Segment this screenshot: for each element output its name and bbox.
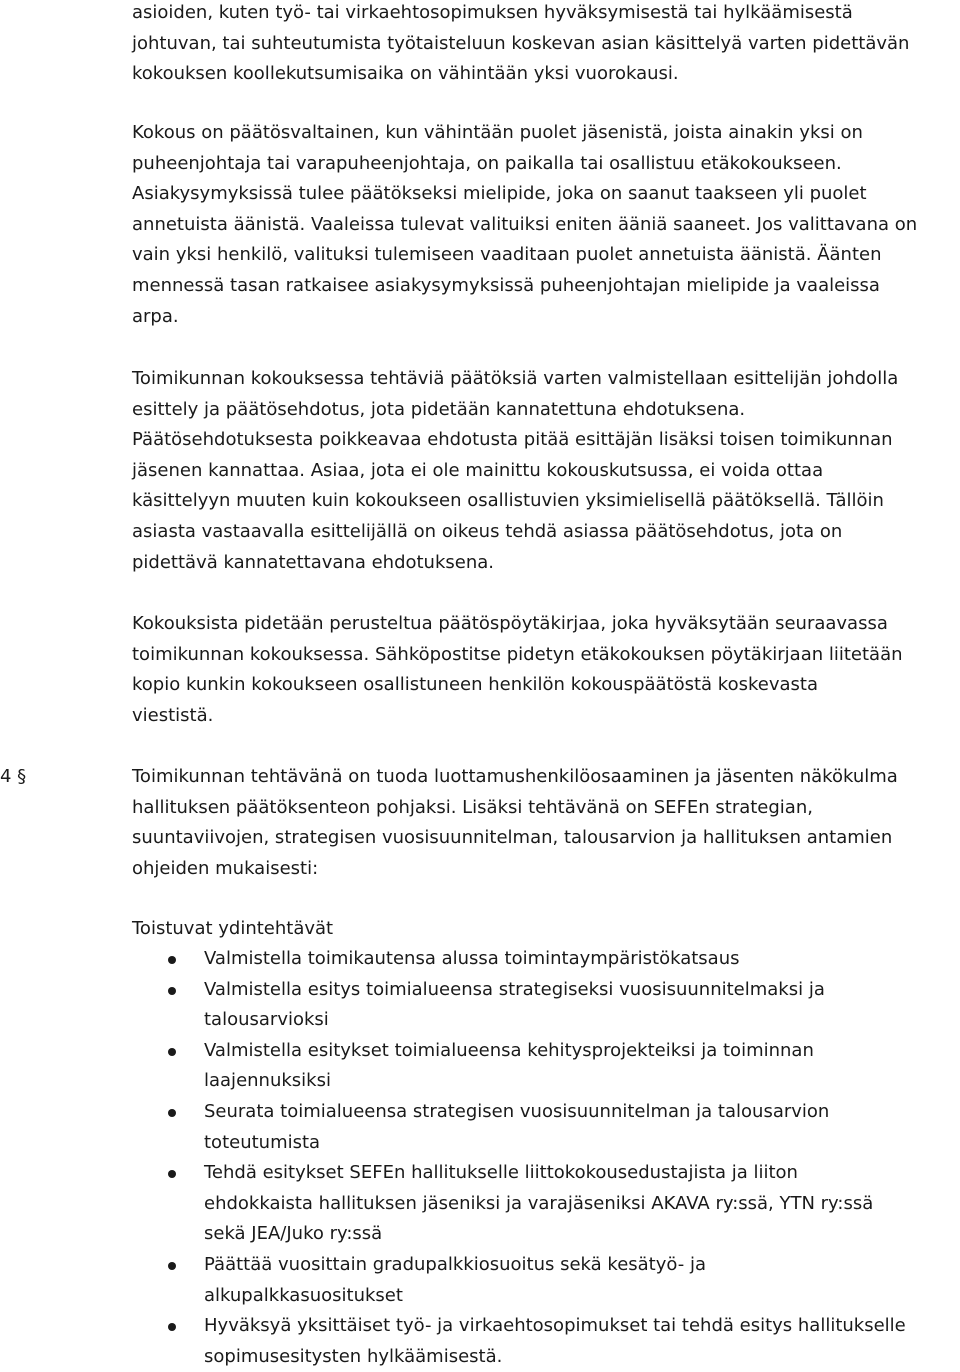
text-line: mennessä tasan ratkaisee asiakysymyksissä puheenjohtajan mielipide ja vaaleissa: [132, 274, 880, 296]
tasks-heading: [132, 914, 960, 945]
text-line: kopio kunkin kokoukseen osallistuneen henkilön kokouspäätöstä koskevasta: [132, 674, 818, 696]
bullet-icon: [168, 1323, 176, 1331]
text-line: asioiden, kuten työ- tai virkaehtosopimuksen hyväksymisestä tai hylkäämisestä: [132, 2, 853, 23]
text-line: Toimikunnan kokouksessa tehtäviä päätöksiä varten valmistellaan esittelijän johdolla: [132, 368, 899, 389]
list-item-line: Päättää vuosittain gradupalkkiosuoitus sekä kesätyö- ja: [204, 1253, 706, 1275]
list-item-line: toteutumista: [204, 1131, 321, 1153]
list-item: [132, 975, 960, 1036]
list-item: [132, 1250, 960, 1311]
list-item-line: Valmistella toimikautensa alussa toimintaympäristökatsaus: [204, 948, 740, 969]
paragraph-quorum: [132, 118, 960, 332]
bullet-icon: [168, 956, 176, 964]
list-item: [132, 1158, 960, 1250]
text-line: vain yksi henkilö, valituksi tulemiseen vaaditaan puolet annetuista äänistä. Äänten: [132, 244, 882, 266]
paragraph-decision-preparation: [132, 364, 960, 578]
list-item: [132, 1036, 960, 1097]
text-line: esittely ja päätösehdotus, jota pidetään kannatettuna ehdotuksena.: [132, 398, 746, 420]
list-item-line: alkupalkkasuositukset: [204, 1284, 403, 1306]
bullet-icon: [168, 1048, 176, 1056]
text-line: Päätösehdotuksesta poikkeavaa ehdotusta pitää esittäjän lisäksi toisen toimikunnan: [132, 429, 893, 451]
text-line: jäsenen kannattaa. Asiaa, jota ei ole mainittu kokouskutsussa, ei voida ottaa: [132, 459, 824, 481]
heading-text: Toistuvat ydintehtävät: [132, 918, 334, 939]
section-number: 4 §: [0, 766, 27, 787]
bullet-icon: [168, 987, 176, 995]
list-item-line: sekä JEA/Juko ry:ssä: [204, 1223, 383, 1245]
paragraph-meeting-notice: [132, 0, 960, 90]
list-item-line: Valmistella esitykset toimialueensa kehitysprojekteiksi ja toiminnan: [204, 1039, 814, 1061]
list-item-line: laajennuksiksi: [204, 1070, 331, 1092]
text-line: Asiakysymyksissä tulee päätökseksi mielipide, joka on saanut taakseen yli puolet: [132, 183, 867, 205]
list-item-line: Hyväksyä yksittäiset työ- ja virkaehtosopimukset tai tehdä esitys hallitukselle: [204, 1315, 906, 1337]
list-item-line: talousarvioksi: [204, 1009, 329, 1031]
text-line: hallituksen päätöksenteon pohjaksi. Lisäksi tehtävänä on SEFEn strategian,: [132, 796, 813, 818]
section-4-intro: [132, 762, 960, 884]
list-item-line: Seurata toimialueensa strategisen vuosisuunnitelman ja talousarvion: [204, 1100, 830, 1122]
list-item-line: Valmistella esitys toimialueensa strategiseksi vuosisuunnitelmaksi ja: [204, 978, 825, 1000]
text-line: annetuista äänistä. Vaaleissa tulevat valituiksi eniten ääniä saaneet. Jos valittavana on: [132, 213, 918, 235]
text-line: Toimikunnan tehtävänä on tuoda luottamushenkilöosaaminen ja jäsenten näkökulma: [132, 766, 898, 787]
text-line: kokouksen koollekutsumisaika on vähintään yksi vuorokausi.: [132, 63, 679, 85]
list-item: [132, 1097, 960, 1158]
bullet-icon: [168, 1262, 176, 1270]
text-line: arpa.: [132, 305, 179, 327]
text-line: käsittelyyn muuten kuin kokoukseen osallistuvien yksimielisellä päätöksellä. Tällöin: [132, 490, 884, 512]
text-line: asiasta vastaavalla esittelijällä on oikeus tehdä asiassa päätösehdotus, jota on: [132, 520, 843, 542]
paragraph-minutes: [132, 609, 960, 731]
tasks-list: [132, 944, 960, 1372]
text-line: toimikunnan kokouksessa. Sähköpostitse pidetyn etäkokouksen pöytäkirjaan liitetään: [132, 643, 903, 665]
text-line: johtuvan, tai suhteutumista työtaisteluun koskevan asian käsittelyä varten pidettävän: [132, 32, 910, 54]
text-line: puheenjohtaja tai varapuheenjohtaja, on paikalla tai osallistuu etäkokoukseen.: [132, 152, 842, 174]
list-item-line: ehdokkaista hallituksen jäseniksi ja varajäseniksi AKAVA ry:ssä, YTN ry:ssä: [204, 1192, 874, 1214]
list-item-line: sopimusesitysten hylkäämisestä.: [204, 1345, 503, 1367]
bullet-icon: [168, 1109, 176, 1117]
text-line: Kokous on päätösvaltainen, kun vähintään puolet jäsenistä, joista ainakin yksi on: [132, 122, 863, 143]
text-line: suuntaviivojen, strategisen vuosisuunnitelman, talousarvion ja hallituksen antamien: [132, 827, 893, 849]
list-item: [132, 1311, 960, 1372]
list-item: [132, 944, 960, 975]
text-line: viestistä.: [132, 704, 214, 726]
text-line: pidettävä kannatettavana ehdotuksena.: [132, 551, 495, 573]
text-line: Kokouksista pidetään perusteltua päätöspöytäkirjaa, joka hyväksytään seuraavassa: [132, 613, 888, 634]
text-line: ohjeiden mukaisesti:: [132, 857, 319, 879]
bullet-icon: [168, 1170, 176, 1178]
list-item-line: Tehdä esitykset SEFEn hallitukselle liittokokousedustajista ja liiton: [204, 1162, 798, 1184]
